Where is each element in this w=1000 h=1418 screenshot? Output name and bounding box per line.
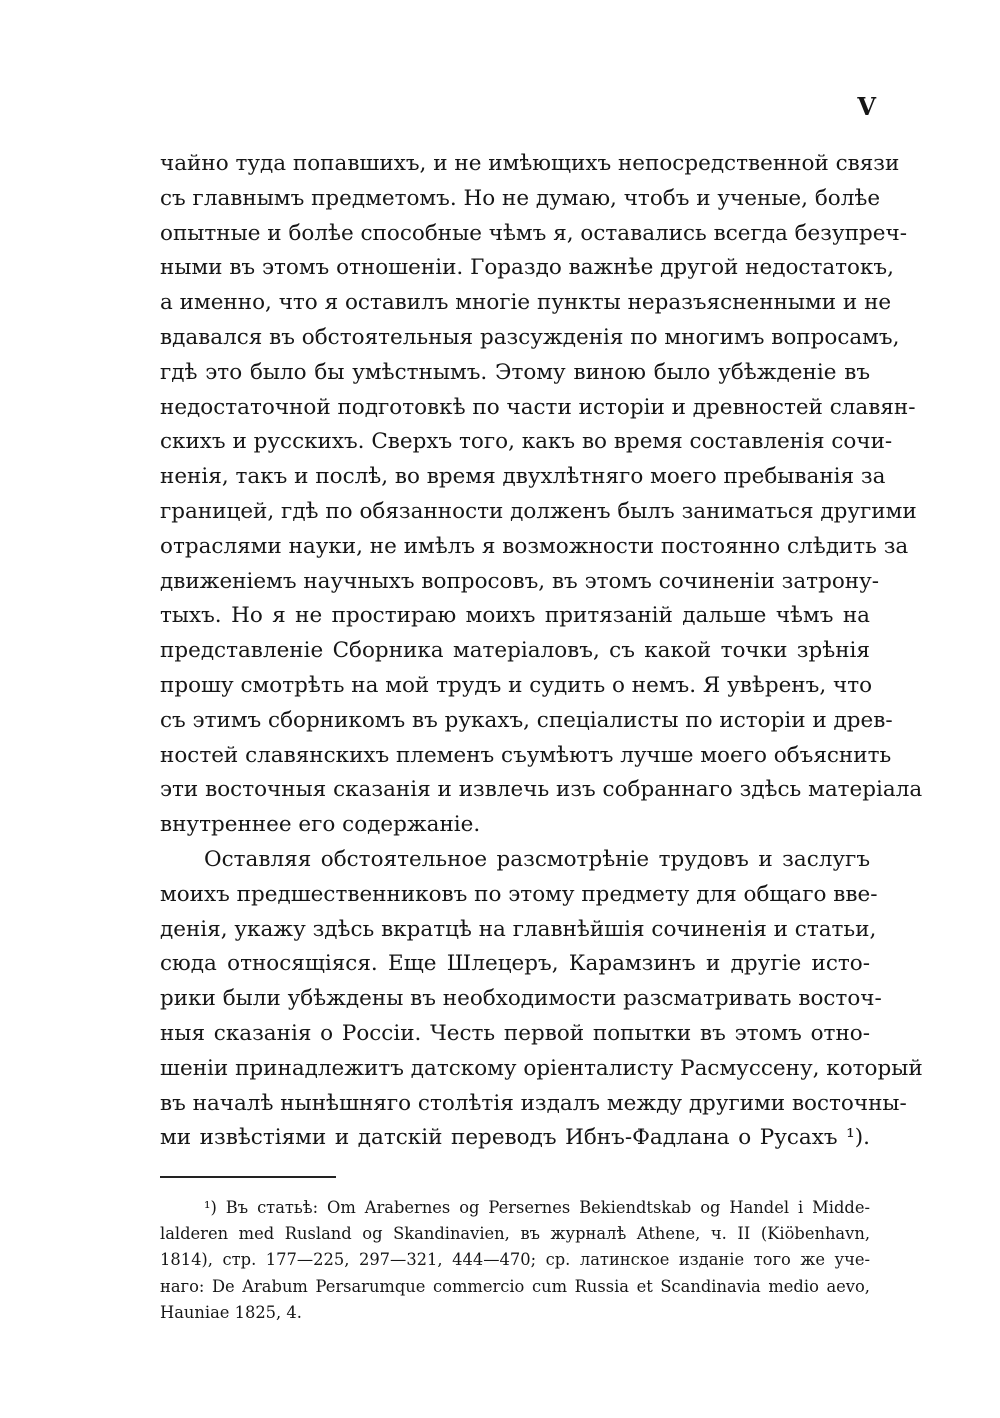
body-line: шеніи принадлежитъ датскому оріенталисту Расмуссену, который <box>160 1055 923 1081</box>
body-line: съ этимъ сборникомъ въ рукахъ, спеціалисты по исторіи и древ- <box>160 707 893 733</box>
footnote <box>160 1195 870 1326</box>
footnote-separator <box>160 1176 336 1178</box>
body-line: представленіе Сборника матеріаловъ, съ какой точки зрѣнія <box>160 638 870 664</box>
body-line: движеніемъ научныхъ вопросовъ, въ этомъ сочиненіи затрону- <box>160 568 880 594</box>
body-line: моихъ предшественниковъ по этому предмету для общаго вве- <box>160 881 878 907</box>
body-line: а именно, что я оставилъ многіе пункты неразъясненными и не <box>160 290 892 316</box>
body-line: ми извѣстіями и датскій переводъ Ибнъ-Фадлана о Русахъ ¹). <box>160 1125 870 1151</box>
body-line: ностей славянскихъ племенъ съумѣютъ лучше моего объяснить <box>160 742 892 768</box>
body-line: опытные и болѣе способные чѣмъ я, оставались всегда безупреч- <box>160 220 907 246</box>
body-line: скихъ и русскихъ. Сверхъ того, какъ во время составленія сочи- <box>160 429 893 455</box>
body-line: ненія, такъ и послѣ, во время двухлѣтняго моего пребыванія за <box>160 464 886 490</box>
body-line: тыхъ. Но я не простираю моихъ притязаній дальше чѣмъ на <box>160 603 870 629</box>
body-line: чайно туда попавшихъ, и не имѣющихъ непосредственной связи <box>160 151 900 176</box>
body-text <box>160 147 923 1156</box>
body-line: рики были убѣждены въ необходимости разсматривать восточ- <box>160 986 882 1012</box>
body-line: въ началѣ нынѣшняго столѣтія издалъ между другими восточны- <box>160 1090 907 1116</box>
body-line: эти восточныя сказанія и извлечь изъ собраннаго здѣсь матеріала <box>160 777 923 803</box>
body-line: ныя сказанія о Россіи. Честь первой попытки въ этомъ отно- <box>160 1020 870 1046</box>
body-line: недостаточной подготовкѣ по части исторіи и древностей славян- <box>160 394 916 420</box>
body-line: ными въ этомъ отношеніи. Гораздо важнѣе другой недостатокъ, <box>160 255 894 281</box>
body-line: вдавался въ обстоятельныя разсужденія по многимъ вопросамъ, <box>160 324 900 350</box>
body-line: денія, укажу здѣсь вкратцѣ на главнѣйшія сочиненія и статьи, <box>160 916 877 942</box>
body-line: отраслями науки, не имѣлъ я возможности постоянно слѣдить за <box>160 533 909 559</box>
page-number: V <box>857 92 876 121</box>
footnote-line: наго: De Arabum Persarumque commercio cum Russia et Scandinavia medio aevo, <box>160 1276 870 1296</box>
body-line: границей, гдѣ по обязанности долженъ былъ заниматься другими <box>160 498 917 524</box>
footnote-line: ¹) Въ статьѣ: Om Arabernes og Persernes Bekiendtskab og Handel i Midde- <box>204 1198 870 1217</box>
body-line: внутреннее его содержаніе. <box>160 812 481 838</box>
body-line: съ главнымъ предметомъ. Но не думаю, чтобъ и ученые, болѣе <box>160 185 881 211</box>
body-line: прошу смотрѣть на мой трудъ и судить о немъ. Я увѣренъ, что <box>160 672 873 698</box>
paragraph-first-line: Оставляя обстоятельное разсмотрѣніе трудовъ и заслугъ <box>204 846 870 872</box>
footnote-line: lalderen med Rusland og Skandinavien, въ журналѣ Athene, ч. II (Kiöbenhavn, <box>160 1224 870 1244</box>
body-line: гдѣ это было бы умѣстнымъ. Этому виною было убѣжденіе въ <box>160 359 870 385</box>
body-line: сюда относящіяся. Еще Шлецеръ, Карамзинъ и другіе исто- <box>160 951 870 977</box>
footnote-line: 1814), стр. 177—225, 297—321, 444—470; ср. латинское изданіе того же уче- <box>160 1250 870 1270</box>
footnote-line: Hauniae 1825, 4. <box>160 1302 302 1322</box>
